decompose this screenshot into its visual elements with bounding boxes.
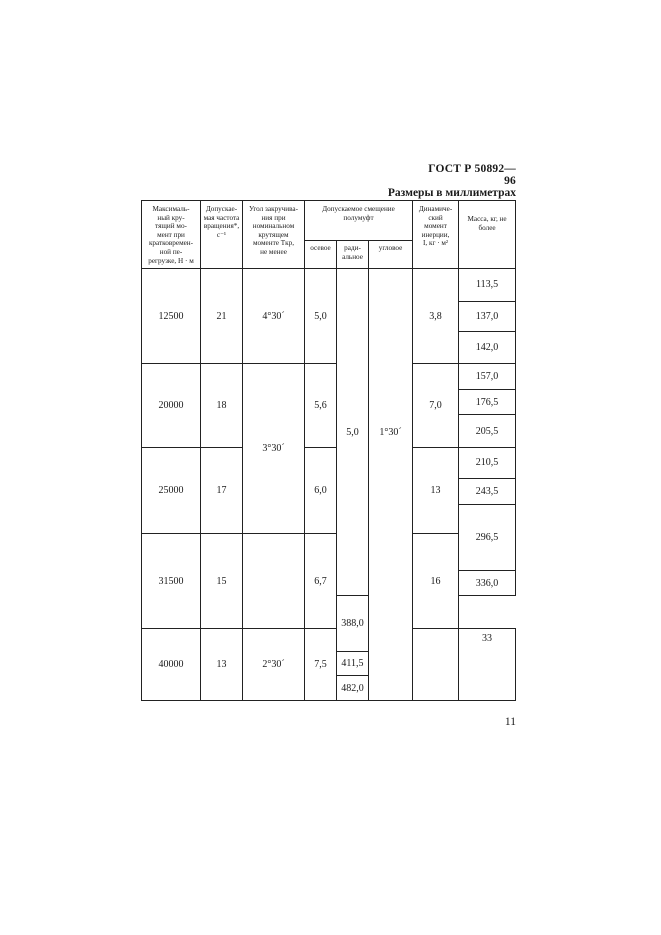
mass-cell: 243,5 [459,478,516,505]
header-offset-group: Допускаемое смещение полумуфт [305,201,413,241]
mass-cell: 176,5 [459,389,516,415]
mass-cell: 113,5 [459,269,516,302]
angular-offset-cell: 1°30´ [369,269,413,596]
mass-cell: 210,5 [459,448,516,479]
axial-offset-cell: 5,0 [305,269,337,364]
twist-angle-cell: 2°30´ [243,629,305,701]
header-offset-radial: ради- альное [337,241,369,269]
mass-cell: 336,0 [459,570,516,596]
torque-cell: 31500 [142,534,201,629]
header-offset-angular: угловое [369,241,413,269]
header-inertia: Динамиче- ский момент инерции, I, кг · м² [413,201,459,269]
twist-angle-cell: 3°30´ [243,364,305,534]
mass-cell: 388,0 [337,596,369,651]
standard-code: ГОСТ Р 50892—96 [428,163,516,187]
axial-offset-cell: 6,7 [305,534,337,629]
page-number: 11 [504,716,516,728]
header-max-torque: Максималь- ный кру- тящий мо- мент при кратковремен- ной пе- регрузке, Н · м [142,201,201,269]
units-note: Размеры в миллиметрах [387,187,516,199]
mass-cell: 142,0 [459,332,516,364]
twist-angle-cell-continued [243,534,305,629]
torque-cell: 25000 [142,448,201,534]
mass-cell: 411,5 [337,651,369,676]
axial-offset-cell: 7,5 [305,629,337,701]
twist-angle-cell: 4°30´ [243,269,305,364]
mass-cell: 137,0 [459,301,516,332]
inertia-cell: 3,8 [413,269,459,364]
frequency-cell: 15 [201,534,243,629]
mass-cell: 296,5 [459,505,516,571]
frequency-cell: 21 [201,269,243,364]
mass-cell: 482,0 [337,676,369,701]
radial-offset-cell-continued [369,629,413,701]
mass-cell: 205,5 [459,415,516,448]
torque-cell: 20000 [142,364,201,448]
inertia-cell: 33 [459,629,516,701]
header-rotation-frequency: Допускае- мая частота вращения*, с⁻¹ [201,201,243,269]
axial-offset-cell: 5,6 [305,364,337,448]
header-twist-angle: Угол закручива- ния при номинальном крутящем моменте Tкр, не менее [243,201,305,269]
axial-offset-cell: 6,0 [305,448,337,534]
frequency-cell: 13 [201,629,243,701]
header-mass: Масса, кг, не более [459,201,516,269]
coupling-spec-table [141,200,516,701]
inertia-cell: 7,0 [413,364,459,448]
mass-cell: 157,0 [459,364,516,390]
header-offset-axial: осевое [305,241,337,269]
frequency-cell: 18 [201,364,243,448]
torque-cell: 12500 [142,269,201,364]
angular-offset-cell-continued [413,629,459,701]
radial-offset-cell: 5,0 [337,269,369,596]
inertia-cell: 16 [413,534,459,629]
torque-cell: 40000 [142,629,201,701]
frequency-cell: 17 [201,448,243,534]
inertia-cell: 13 [413,448,459,534]
